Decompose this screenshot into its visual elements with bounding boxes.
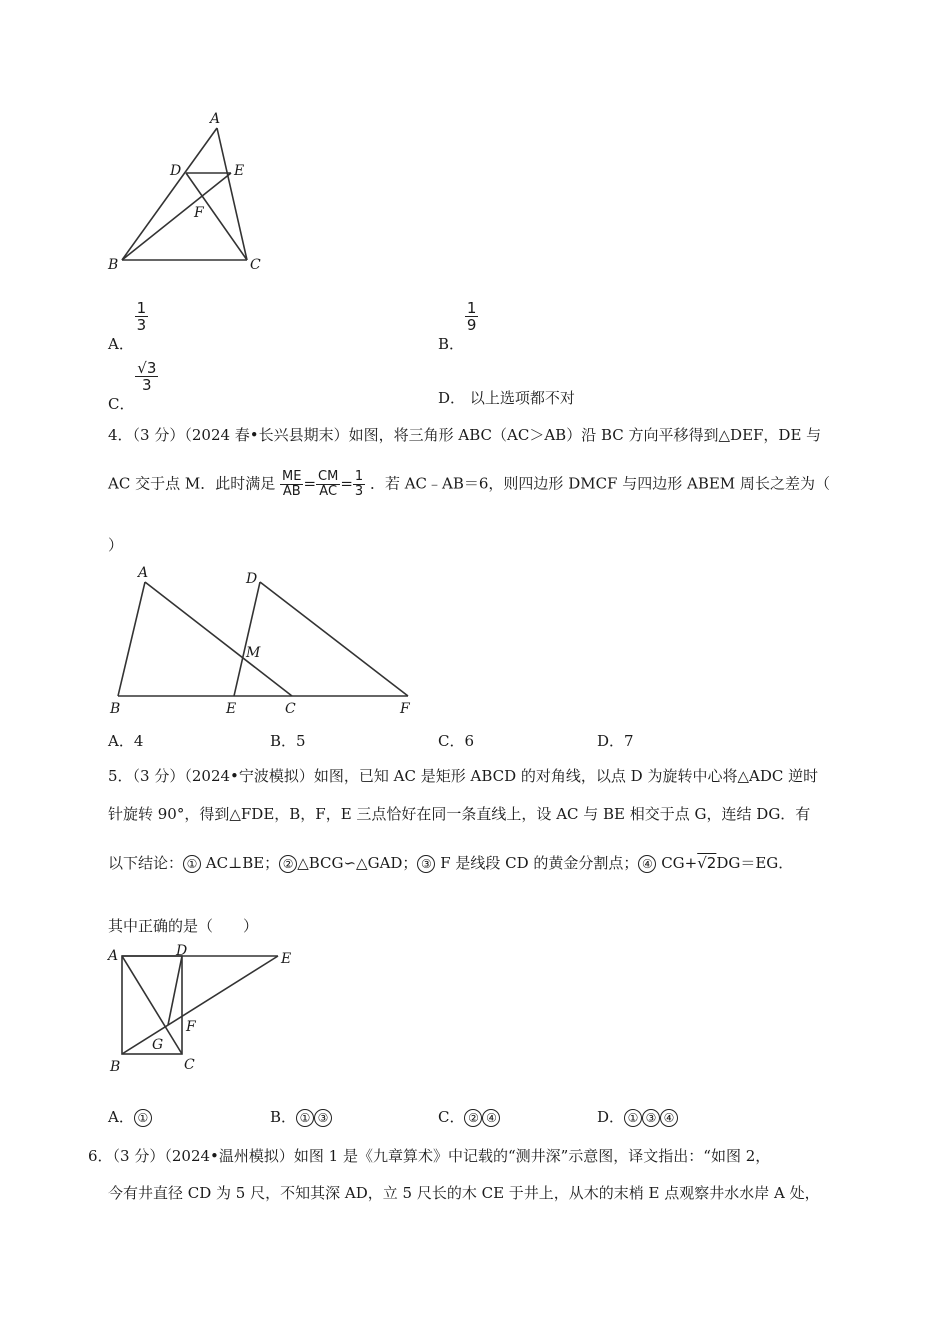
q6-stem-line2: 今有井直径 CD 为 5 尺，不知其深 AD，立 5 尺长的木 CE 于井上，从木的末梢 E 点观察井水水岸 A 处， [108, 1184, 820, 1202]
fraction: $\frac{1}{9}$ [466, 299, 477, 334]
q3-label-f: F [194, 205, 204, 221]
q4-option-a[interactable]: A．4 [108, 732, 144, 750]
option-letter: C． [108, 394, 135, 413]
q3-label-c: C [250, 257, 261, 273]
option-text: 以上选项都不对 [469, 389, 575, 407]
q4-label-f: F [400, 701, 410, 717]
q5-option-a[interactable]: A． ① [108, 1106, 152, 1127]
q5-option-c[interactable]: C． ② ④ [438, 1106, 500, 1127]
q5-label-d: D [176, 943, 188, 959]
q5-stem-line4: 其中正确的是（ ） [108, 917, 259, 935]
q4-label-c: C [285, 701, 296, 717]
option-letter: A． [108, 334, 134, 353]
q3-option-a[interactable] [108, 299, 148, 353]
q4-stem-line2: AC 交于点 M．此时满足 $\frac{ME}{AB}$ = $\frac{CM}{AC}$ = $\frac{1}{3}$ ．若 AC﹣AB＝6，则四边形 DMCF 与四边形 ABEM 周长之差为（ [108, 469, 830, 499]
sqrt-two: √2 [697, 854, 717, 872]
q5-label-c: C [184, 1057, 195, 1073]
option-letter: B． [438, 334, 465, 353]
q4-translation-figure [100, 560, 430, 720]
circled-1: ① [183, 855, 201, 873]
q4-label-e: E [226, 701, 237, 717]
q4-label-d: D [246, 571, 258, 587]
fraction: $\frac{√3}{3}$ [137, 359, 157, 394]
q5-label-f: F [186, 1019, 196, 1035]
circled-4: ④ [638, 855, 656, 873]
q5-option-b[interactable]: B． ① ③ [270, 1106, 332, 1127]
q5-stem-line1: 5．（3 分）（2024•宁波模拟）如图，已知 AC 是矩形 ABCD 的对角线，以点 D 为旋转中心将△ADC 逆时 [108, 767, 819, 785]
q4-stem-line1: 4．（3 分）（2024 春•长兴县期末）如图，将三角形 ABC（AC＞AB）沿 BC 方向平移得到△DEF，DE 与 [108, 426, 822, 444]
fraction: $\frac{1}{3}$ [136, 299, 147, 334]
q3-option-b[interactable] [438, 299, 478, 353]
q3-label-b: B [108, 257, 119, 273]
q3-label-d: D [170, 163, 182, 179]
fraction-cm-ac: $\frac{CM}{AC}$ [318, 469, 339, 499]
q5-label-g: G [152, 1037, 164, 1053]
fraction-me-ab: $\frac{ME}{AB}$ [282, 469, 302, 499]
q4-stem-line3: ） [108, 536, 124, 554]
fraction-one-third: $\frac{1}{3}$ [354, 469, 364, 499]
q5-label-b: B [110, 1059, 121, 1075]
q4-label-b: B [110, 701, 121, 717]
q4-label-a: A [138, 565, 149, 581]
q3-option-d[interactable] [438, 387, 575, 408]
q6-stem-line1: 6．（3 分）（2024•温州模拟）如图 1 是《九章算术》中记载的“测井深”示意图，译文指出：“如图 2， [88, 1147, 771, 1165]
q3-label-e: E [234, 163, 245, 179]
circled-2: ② [279, 855, 297, 873]
circled-3: ③ [417, 855, 435, 873]
q5-label-e: E [281, 951, 292, 967]
q5-label-a: A [108, 948, 119, 964]
q4-label-m: M [246, 645, 261, 661]
q4-option-b[interactable]: B．5 [270, 732, 306, 750]
q3-label-a: A [210, 111, 221, 127]
q3-option-c[interactable] [108, 359, 158, 413]
q3-triangle-figure [100, 105, 280, 275]
q4-option-d[interactable]: D．7 [597, 732, 634, 750]
q5-option-d[interactable]: D． ① ③ ④ [597, 1106, 678, 1127]
q5-stem-line2: 针旋转 90°，得到△FDE，B，F，E 三点恰好在同一条直线上，设 AC 与 BE 相交于点 G，连结 DG．有 [108, 805, 811, 823]
option-letter: D． [438, 389, 466, 407]
q5-rectangle-figure [100, 938, 300, 1078]
q5-stem-line3: 以下结论： ① AC⊥BE； ② △BCG∽△GAD； ③ F 是线段 CD 的黄金分割点； ④ CG+√2DG＝EG． [108, 854, 794, 872]
q4-option-c[interactable]: C．6 [438, 732, 475, 750]
